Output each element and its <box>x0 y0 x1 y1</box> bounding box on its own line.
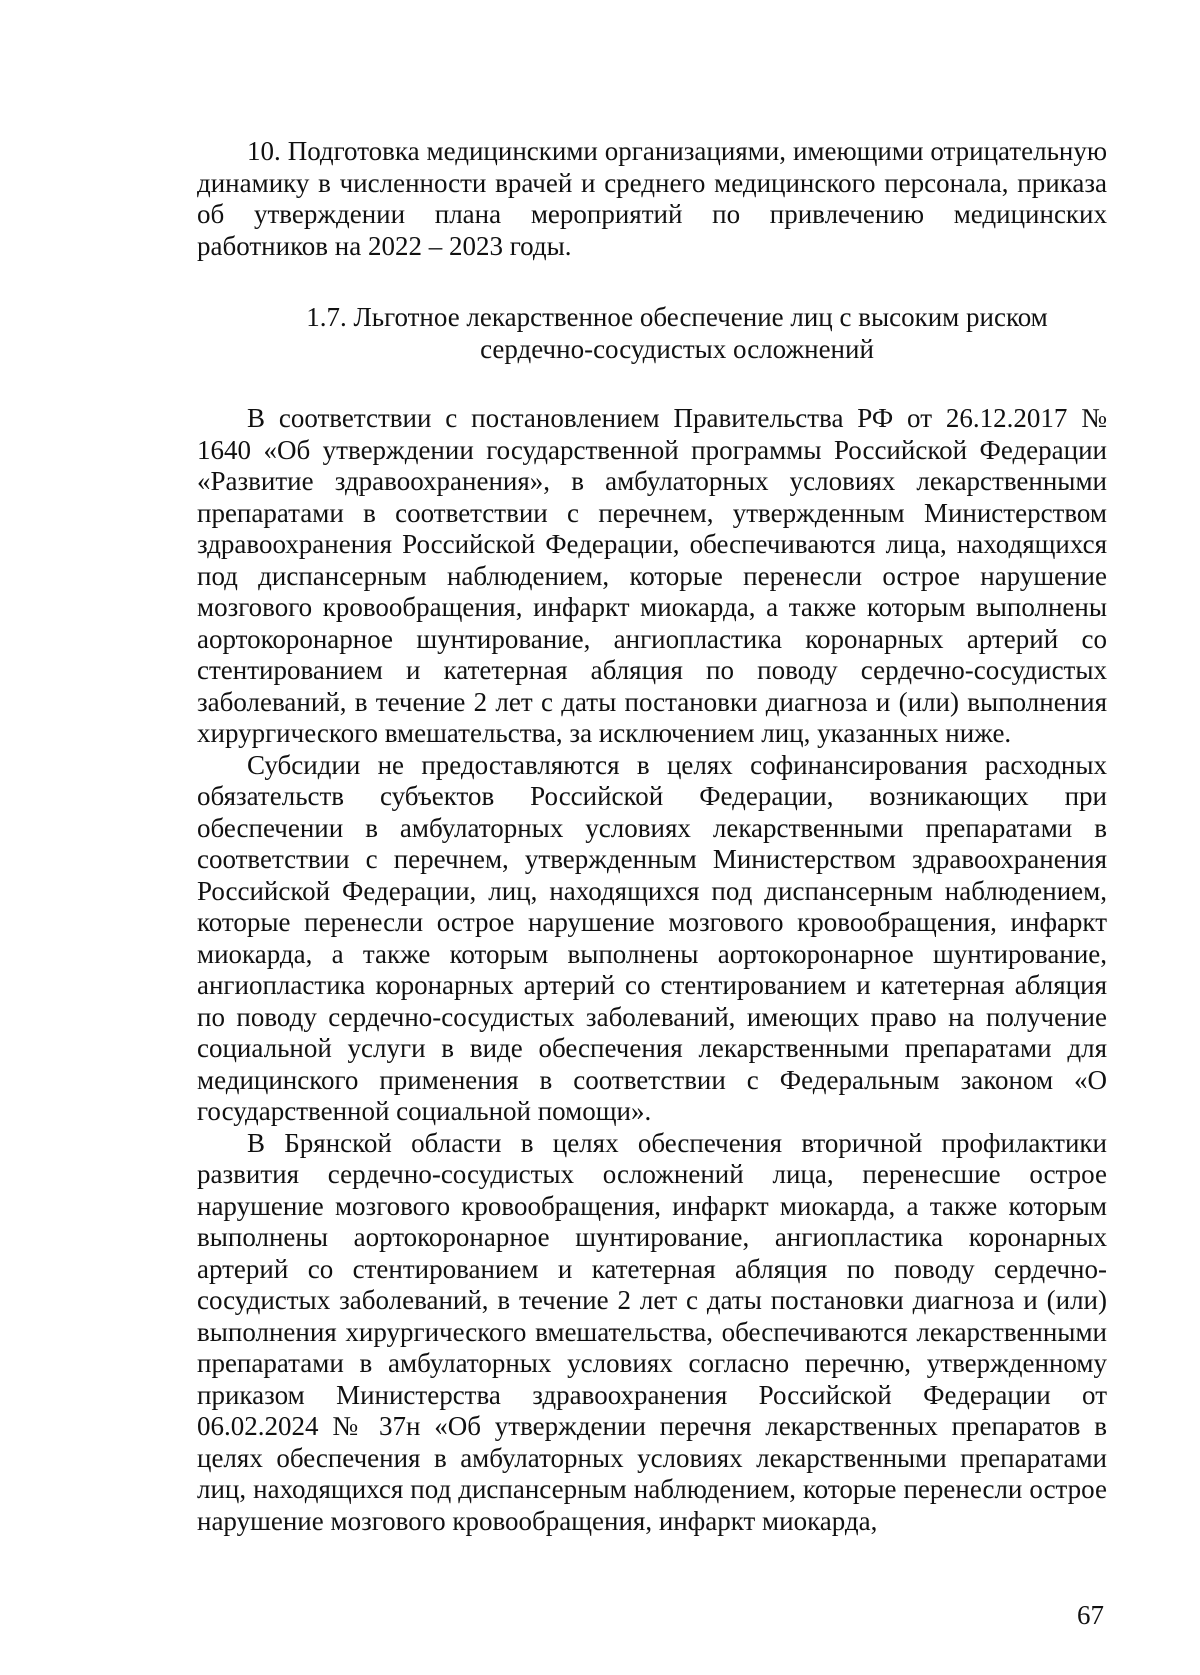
section-heading-line-1: 1.7. Льготное лекарственное обеспечение лиц с высоким риском <box>306 302 1048 332</box>
paragraph-legal-basis: В соответствии с постановлением Правительства РФ от 26.12.2017 № 1640 «Об утверждении государственной программы Российской Федерации «Развитие здравоохранения», в амбулаторных условиях лекарственными препаратами в соответствии с перечнем, утвержденным Министерством здравоохранения Российской Федерации, обеспечиваются лица, находящихся под диспансерным наблюдением, которые перенесли острое нарушение мозгового кровообращения, инфаркт миокарда, а также которым выполнены аортокоронарное шунтирование, ангиопластика коронарных артерий со стентированием и катетерная абляция по поводу сердечно-сосудистых заболеваний, в течение 2 лет с даты постановки диагноза и (или) выполнения хирургического вмешательства, за исключением лиц, указанных ниже. <box>197 403 1107 748</box>
section-heading-line-2: сердечно-сосудистых осложнений <box>480 333 874 364</box>
paragraph-item-10: 10. Подготовка медицинскими организациями, имеющими отрицательную динамику в численности врачей и среднего медицинского персонала, приказа об утверждении плана мероприятий по привлечению медицинских работников на 2022 – 2023 годы. <box>197 136 1107 261</box>
paragraph-subsidies: Субсидии не предоставляются в целях софинансирования расходных обязательств субъектов Российской Федерации, возникающих при обеспечении в амбулаторных условиях лекарственными препаратами в соответствии с перечнем, утвержденным Министерством здравоохранения Российской Федерации, лиц, находящихся под диспансерным наблюдением, которые перенесли острое нарушение мозгового кровообращения, инфаркт миокарда, а также которым выполнены аортокоронарное шунтирование, ангиопластика коронарных артерий со стентированием и катетерная абляция по поводу сердечно-сосудистых заболеваний, имеющих право на получение социальной услуги в виде обеспечения лекарственными препаратами для медицинского применения в соответствии с Федеральным законом «О государственной социальной помощи». <box>197 749 1107 1126</box>
paragraph-bryansk-region: В Брянской области в целях обеспечения вторичной профилактики развития сердечно-сосудистых осложнений лица, перенесшие острое нарушение мозгового кровообращения, инфаркт миокарда, а также которым выполнены аортокоронарное шунтирование, ангиопластика коронарных артерий со стентированием и катетерная абляция по поводу сердечно-сосудистых заболеваний, в течение 2 лет с даты постановки диагноза и (или) выполнения хирургического вмешательства, обеспечиваются лекарственными препаратами в амбулаторных условиях согласно перечню, утвержденному приказом Министерства здравоохранения Российской Федерации от 06.02.2024 № 37н «Об утверждении перечня лекарственных препаратов в целях обеспечения в амбулаторных условиях лекарственными препаратами лиц, находящихся под диспансерным наблюдением, которые перенесли острое нарушение мозгового кровообращения, инфаркт миокарда, <box>197 1127 1107 1536</box>
page-number: 67 <box>1077 1600 1104 1630</box>
page-content <box>197 136 1107 1537</box>
section-heading <box>197 302 1107 365</box>
